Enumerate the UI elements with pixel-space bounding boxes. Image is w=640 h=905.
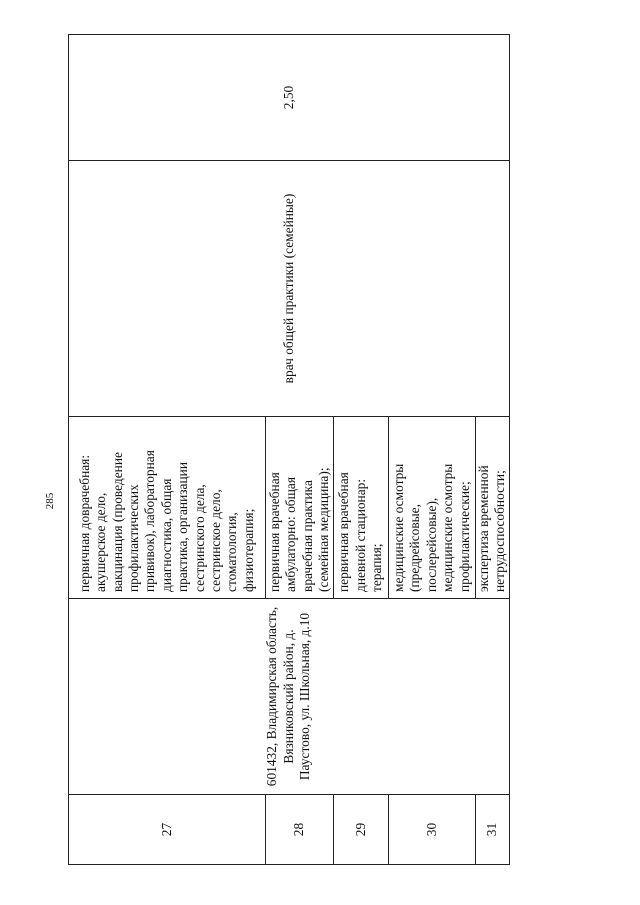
service-line: практика, организации [175, 462, 191, 592]
rate-cell: 2,50 [69, 35, 510, 161]
service-line: (семейная медицина); [315, 467, 331, 592]
service-line: сестринского дела, [191, 484, 207, 592]
row-number: 29 [334, 795, 389, 865]
rotated-table-area [68, 35, 508, 865]
service-line: физиотерапия; [240, 508, 256, 592]
service-line: прививок), лабораторная [142, 450, 158, 592]
service-line: нетрудоспособности; [492, 470, 508, 592]
rotated-table-frame [68, 35, 508, 865]
service-line: послерейсовые), [423, 497, 439, 592]
specialist-cell: врач общей практики (семейные) [69, 161, 510, 417]
table-row [69, 35, 266, 865]
service-line: экспертиза временной [476, 465, 491, 592]
service-line: (предрейсовые, [407, 504, 423, 592]
row-number: 30 [389, 795, 476, 865]
service-line: вакцинация (проведение [109, 452, 125, 592]
service-line: амбулаторно: общая [283, 476, 299, 592]
service-line: сестринское дело, [207, 489, 223, 592]
row-number: 27 [69, 795, 266, 865]
row-number: 28 [266, 795, 334, 865]
service-line: первичная врачебная [266, 472, 282, 592]
service-line: акушерское дело, [93, 492, 109, 592]
service-line: диагностика, общая [158, 478, 174, 592]
address-cell: 601432, Владимирская область, Вязниковский район, д. Паустово, ул. Школьная, д.10 [69, 599, 510, 795]
service-line: врачебная практика [299, 480, 315, 592]
service-line: терапия; [369, 543, 385, 592]
service-line: профилактические; [456, 481, 472, 592]
row-number: 31 [476, 795, 510, 865]
service-line: стоматология, [224, 512, 240, 592]
service-line: профилактических [126, 484, 142, 592]
services-cell [389, 417, 476, 599]
services-cell [266, 417, 334, 599]
services-cell [476, 417, 510, 599]
page-number: 285 [44, 492, 56, 510]
services-cell [334, 417, 389, 599]
service-line: первичная врачебная [336, 472, 352, 592]
service-line: медицинские осмотры [391, 463, 407, 592]
service-line: первичная доврачебная: [77, 454, 93, 592]
services-cell [69, 417, 266, 599]
service-line: дневной стационар: [352, 478, 368, 592]
service-line: медицинские осмотры [440, 463, 456, 592]
services-table [68, 34, 510, 865]
